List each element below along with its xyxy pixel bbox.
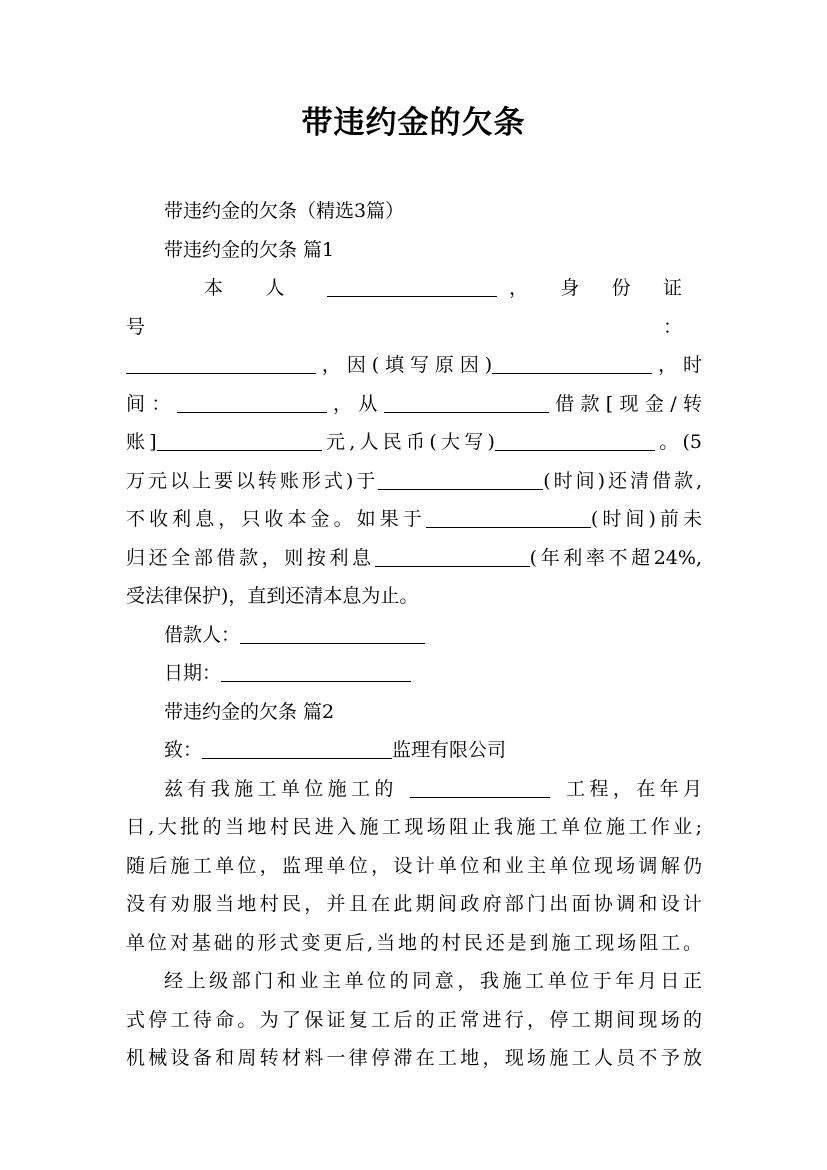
section-heading-1: 带违约金的欠条 篇1 bbox=[164, 238, 335, 261]
paragraph-line bbox=[126, 346, 702, 385]
paragraph-line: 机械设备和周转材料一律停滞在工地，现场施工人员不予放 bbox=[126, 1047, 702, 1069]
paragraph-line: 受法律保护)，直到还清本息为止。 bbox=[126, 585, 419, 607]
text-segment: 借款[现金/转 bbox=[548, 392, 702, 415]
text-segment: 本人 bbox=[204, 277, 327, 299]
blank-line bbox=[495, 430, 655, 451]
text-segment: 账] bbox=[126, 431, 157, 453]
text-segment: 致： bbox=[164, 739, 203, 761]
text-segment: 监理有限公司 bbox=[392, 739, 507, 761]
paragraph-subtitle: 带违约金的欠条（精选3篇） bbox=[164, 200, 405, 222]
blank-line bbox=[177, 392, 327, 413]
text-segment: (年利率不超24%, bbox=[529, 546, 702, 569]
paragraph-line bbox=[126, 423, 702, 462]
paragraph-line: 经上级部门和业主单位的同意，我施工单位于年月日正 bbox=[164, 970, 702, 992]
text-segment: ，时 bbox=[652, 354, 702, 376]
paragraph-line bbox=[126, 770, 702, 809]
blank-line bbox=[426, 507, 591, 528]
text-segment: 工程，在年月 bbox=[561, 777, 702, 800]
section-heading-2: 带违约金的欠条 篇2 bbox=[164, 700, 335, 723]
paragraph-line: 随后施工单位，监理单位，设计单位和业主单位现场调解仍 bbox=[126, 854, 702, 877]
date-line bbox=[126, 654, 702, 693]
blank-line bbox=[410, 777, 550, 798]
text-segment: 元,人民币(大写) bbox=[321, 431, 495, 453]
blank-line bbox=[327, 276, 497, 297]
blank-line bbox=[384, 392, 549, 413]
paragraph-line bbox=[126, 500, 702, 539]
document-body bbox=[126, 192, 702, 1078]
text-segment: ，从 bbox=[326, 392, 384, 415]
paragraph-line: 式停工待命。为了保证复工后的正常进行，停工期间现场的 bbox=[126, 1008, 702, 1031]
blank-line bbox=[240, 623, 425, 644]
paragraph-line: 没有劝服当地村民，并且在此期间政府部门出面协调和设计 bbox=[126, 893, 702, 915]
recipient-line bbox=[126, 731, 702, 770]
blank-line bbox=[375, 546, 530, 567]
document-title: 带违约金的欠条 bbox=[301, 105, 526, 141]
text-segment: 日期： bbox=[164, 662, 222, 684]
text-segment: 归还全部借款，则按利息 bbox=[126, 546, 375, 569]
paragraph-line: 单位对基础的形式变更后,当地的村民还是到施工现场阻工。 bbox=[126, 931, 702, 954]
text-segment: 间： bbox=[126, 392, 177, 415]
text-segment: 万元以上要以转账形式)于 bbox=[126, 469, 379, 492]
text-segment: (时间)还清借款, bbox=[543, 469, 702, 492]
paragraph-line bbox=[126, 462, 702, 501]
blank-line bbox=[378, 469, 543, 490]
blank-line bbox=[221, 661, 411, 682]
borrower-line bbox=[126, 616, 702, 655]
blank-line bbox=[202, 738, 392, 759]
paragraph-line bbox=[126, 269, 702, 346]
text-segment: ，因(填写原因) bbox=[316, 354, 493, 376]
blank-line bbox=[157, 430, 322, 451]
paragraph-line: 日,大批的当地村民进入施工现场阻止我施工单位施工作业; bbox=[126, 816, 702, 838]
paragraph-line bbox=[126, 539, 702, 578]
text-segment: 不收利息，只收本金。如果于 bbox=[126, 508, 426, 530]
text-segment: 兹有我施工单位施工的 bbox=[164, 777, 398, 800]
text-segment: ，身份证号： bbox=[126, 277, 702, 338]
text-segment: (时间)前未 bbox=[590, 508, 702, 530]
blank-line bbox=[126, 353, 316, 374]
paragraph-line bbox=[126, 385, 702, 424]
text-segment: 借款人： bbox=[164, 623, 241, 646]
text-segment: 。(5 bbox=[654, 431, 702, 453]
blank-line bbox=[492, 353, 652, 374]
